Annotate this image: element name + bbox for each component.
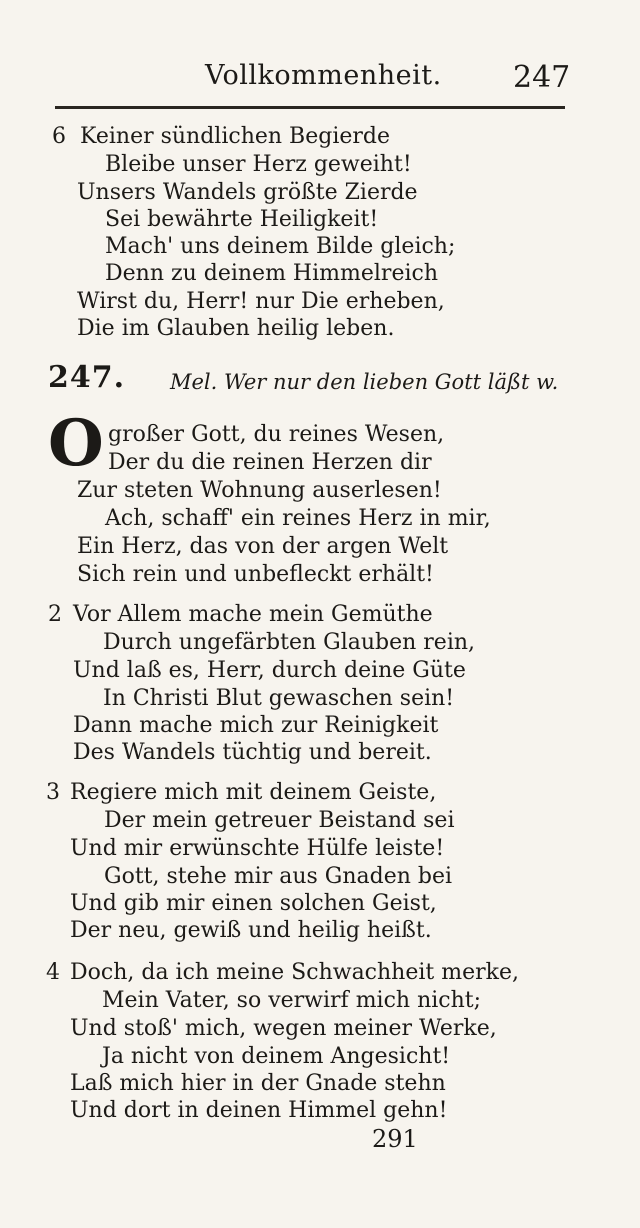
- verse-line: Und mir erwünschte Hülfe leiste!: [70, 836, 445, 861]
- stanza-number: 4: [46, 960, 60, 985]
- melody-reference: Mel. Wer nur den lieben Gott läßt w.: [170, 370, 559, 394]
- header-rule: [55, 106, 565, 109]
- running-title: Vollkommenheit.: [205, 60, 442, 91]
- verse-line: Mein Vater, so verwirf mich nicht;: [102, 988, 482, 1013]
- verse-line: Mach' uns deinem Bilde gleich;: [105, 234, 456, 259]
- stanza-number: 2: [48, 602, 62, 627]
- verse-line: Und laß es, Herr, durch deine Güte: [73, 658, 466, 683]
- page-number: 247: [513, 60, 571, 95]
- drop-cap: O: [48, 406, 104, 481]
- verse-line: Bleibe unser Herz geweiht!: [105, 152, 412, 177]
- verse-line: Vor Allem mache mein Gemüthe: [73, 602, 433, 627]
- verse-line: Wirst du, Herr! nur Die erheben,: [77, 289, 445, 314]
- signature-number: 291: [372, 1125, 418, 1153]
- verse-line: Die im Glauben heilig leben.: [77, 316, 395, 341]
- stanza-number: 6: [52, 124, 66, 149]
- verse-line: Gott, stehe mir aus Gnaden bei: [104, 864, 453, 889]
- verse-line: großer Gott, du reines Wesen,: [108, 422, 445, 447]
- stanza-number: 3: [46, 780, 60, 805]
- verse-line: In Christi Blut gewaschen sein!: [103, 686, 455, 711]
- verse-line: Denn zu deinem Himmelreich: [105, 261, 438, 286]
- hymn-number: 247.: [48, 360, 126, 395]
- verse-line: Zur steten Wohnung auserlesen!: [77, 478, 442, 503]
- verse-line: Des Wandels tüchtig und bereit.: [73, 740, 432, 765]
- verse-line: Durch ungefärbten Glauben rein,: [103, 630, 476, 655]
- verse-line: Unsers Wandels größte Zierde: [77, 180, 418, 205]
- verse-line: Ein Herz, das von der argen Welt: [77, 534, 449, 559]
- verse-line: Keiner sündlichen Begierde: [80, 124, 390, 149]
- verse-line: Doch, da ich meine Schwachheit merke,: [70, 960, 519, 985]
- verse-line: Ach, schaff' ein reines Herz in mir,: [105, 506, 491, 531]
- verse-line: Sei bewährte Heiligkeit!: [105, 207, 379, 232]
- verse-line: Der mein getreuer Beistand sei: [104, 808, 455, 833]
- verse-line: Sich rein und unbefleckt erhält!: [77, 562, 434, 587]
- verse-line: Regiere mich mit deinem Geiste,: [70, 780, 437, 805]
- page-header: [55, 60, 571, 100]
- verse-line: Ja nicht von deinem Angesicht!: [102, 1044, 451, 1069]
- verse-line: Und stoß' mich, wegen meiner Werke,: [70, 1016, 497, 1041]
- verse-line: Dann mache mich zur Reinigkeit: [73, 713, 439, 738]
- verse-line: Der du die reinen Herzen dir: [108, 450, 432, 475]
- verse-line: Und gib mir einen solchen Geist,: [70, 891, 437, 916]
- verse-line: Der neu, gewiß und heilig heißt.: [70, 918, 432, 943]
- verse-line: Und dort in deinen Himmel gehn!: [70, 1098, 448, 1123]
- verse-line: Laß mich hier in der Gnade stehn: [70, 1071, 446, 1096]
